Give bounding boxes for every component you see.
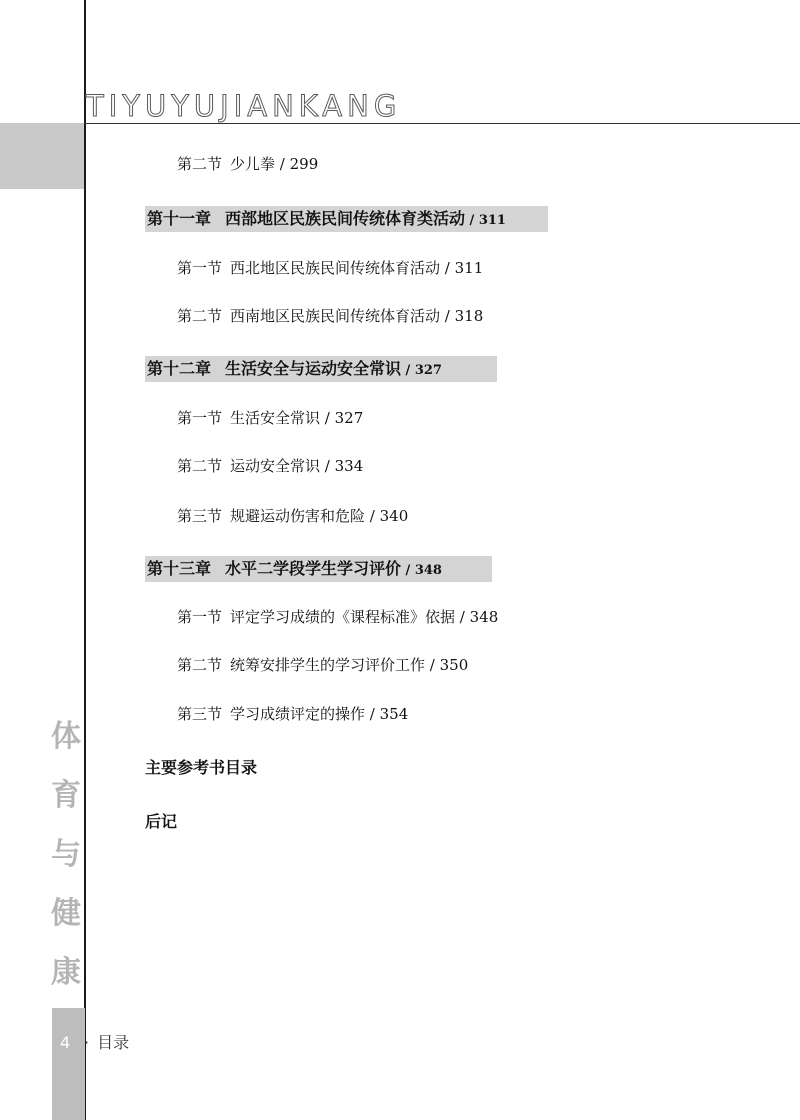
toc-afterword[interactable]: 后记 <box>145 812 178 831</box>
section-number: 第三节 <box>177 507 223 525</box>
toc-section-northwest[interactable] <box>177 258 483 278</box>
side-title-char: 与 <box>51 837 81 872</box>
section-page: / 350 <box>425 656 469 674</box>
section-page: / 334 <box>320 457 364 475</box>
section-page: / 311 <box>440 259 484 277</box>
chapter-title: 生活安全与运动安全常识 <box>225 359 402 378</box>
toc-section-standard-basis[interactable] <box>177 607 498 627</box>
toc-chapter-13[interactable] <box>145 556 492 582</box>
section-number: 第二节 <box>177 457 223 475</box>
toc-section-sport-safety[interactable] <box>177 456 363 476</box>
chapter-page: / 348 <box>401 563 442 578</box>
footer-separator: · <box>84 1033 90 1052</box>
header-banner: TIYUYUJIANKANG <box>86 89 402 123</box>
section-title: 运动安全常识 <box>230 457 321 475</box>
section-page: / 340 <box>365 507 409 525</box>
section-title: 西南地区民族民间传统体育活动 <box>230 307 441 325</box>
section-number: 第一节 <box>177 608 223 626</box>
section-number: 第一节 <box>177 409 223 427</box>
section-page: / 327 <box>320 409 364 427</box>
chapter-number: 第十三章 <box>147 559 212 578</box>
side-title-char: 健 <box>51 896 81 931</box>
section-number: 第一节 <box>177 259 223 277</box>
section-page: / 354 <box>365 705 409 723</box>
header-rule <box>0 123 800 124</box>
side-title-char: 育 <box>51 778 81 813</box>
section-title: 生活安全常识 <box>230 409 321 427</box>
chapter-page: / 327 <box>401 363 442 378</box>
section-page: / 299 <box>275 155 319 173</box>
margin-vertical-rule <box>84 0 86 1120</box>
section-number: 第三节 <box>177 705 223 723</box>
toc-section-grading-operation[interactable] <box>177 704 408 724</box>
toc-section-evaluation-plan[interactable] <box>177 655 468 675</box>
section-title: 少儿拳 <box>230 155 276 173</box>
section-title: 统筹安排学生的学习评价工作 <box>230 656 426 674</box>
header-gray-block <box>0 123 84 189</box>
toc-chapter-12[interactable] <box>145 356 497 382</box>
section-title: 规避运动伤害和危险 <box>230 507 366 525</box>
footer-gray-block <box>52 1008 85 1120</box>
section-number: 第二节 <box>177 307 223 325</box>
section-number: 第二节 <box>177 155 223 173</box>
section-number: 第二节 <box>177 656 223 674</box>
side-title-char: 康 <box>51 955 81 990</box>
section-page: / 348 <box>455 608 499 626</box>
toc-chapter-11[interactable] <box>145 206 548 232</box>
toc-section-shaoerquan[interactable] <box>177 154 318 174</box>
chapter-title: 水平二学段学生学习评价 <box>225 559 402 578</box>
side-title <box>48 719 84 1017</box>
toc-section-life-safety[interactable] <box>177 408 363 428</box>
toc-section-southwest[interactable] <box>177 306 483 326</box>
section-page: / 318 <box>440 307 484 325</box>
chapter-page: / 311 <box>465 213 506 228</box>
section-title: 评定学习成绩的《课程标准》依据 <box>230 608 456 626</box>
section-title: 西北地区民族民间传统体育活动 <box>230 259 441 277</box>
side-title-char: 体 <box>51 719 81 754</box>
footer <box>60 1030 129 1053</box>
footer-section: 目录 <box>97 1033 130 1052</box>
toc-references[interactable]: 主要参考书目录 <box>145 758 258 777</box>
chapter-number: 第十二章 <box>147 359 212 378</box>
toc-section-avoid-injury[interactable] <box>177 506 408 526</box>
section-title: 学习成绩评定的操作 <box>230 705 366 723</box>
chapter-number: 第十一章 <box>147 209 212 228</box>
chapter-title: 西部地区民族民间传统体育类活动 <box>225 209 466 228</box>
page-number: 4 <box>60 1033 71 1052</box>
